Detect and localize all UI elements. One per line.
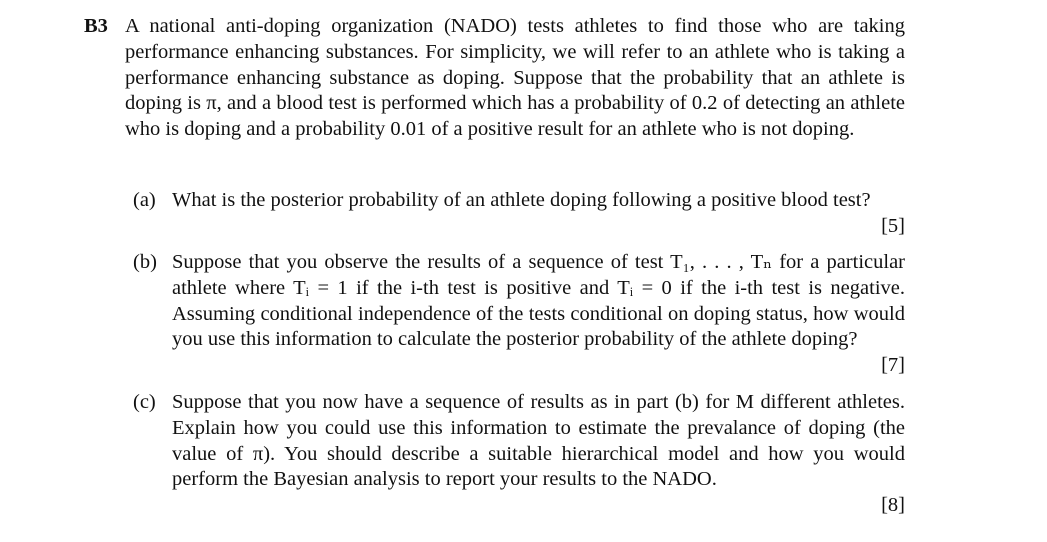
part-c-marks: [8] (881, 494, 905, 517)
part-b-label: (b) (133, 251, 157, 273)
part-c-body (172, 390, 905, 493)
question-part-a (133, 188, 905, 240)
part-a-marks: [5] (881, 215, 905, 238)
part-b-body (172, 250, 905, 353)
part-b-text: Suppose that you observe the results of a sequence of test T₁, . . . , Tₙ for a particular athlete where Tᵢ = 1 if the i-th test is positive and Tᵢ = 0 if the i-th test is negative. Assuming conditional independence of the tests conditional on doping status, how would you use this information to calculate the posterior probability of the athlete doping? (172, 251, 905, 351)
question-stem: A national anti-doping organization (NADO) tests athletes to find those who are taking performance enhancing substances. For simplicity, we will refer to an athlete who is taking a performance enhancing substance as doping. Suppose that the probability that an athlete is doping is π, and a blood test is performed which has a probability of 0.2 of detecting an athlete who is doping and a probability 0.01 of a positive result for an athlete who is not doping. (125, 15, 905, 141)
question-part-b (133, 250, 905, 379)
question-label: B3 (84, 15, 108, 37)
part-a-label: (a) (133, 189, 156, 211)
part-c-text: Suppose that you now have a sequence of results as in part (b) for M different athletes. Explain how you could use this information to estimate the prevalance of doping (the value of π). You should describe a suitable hierarchical model and how you would perform the Bayesian analysis to report your results to the NADO. (172, 391, 905, 491)
part-a-body (172, 188, 905, 214)
part-a-text: What is the posterior probability of an athlete doping following a positive blood test? (172, 189, 871, 211)
part-c-label: (c) (133, 391, 156, 413)
part-b-marks: [7] (881, 354, 905, 377)
question-part-c (133, 390, 905, 519)
